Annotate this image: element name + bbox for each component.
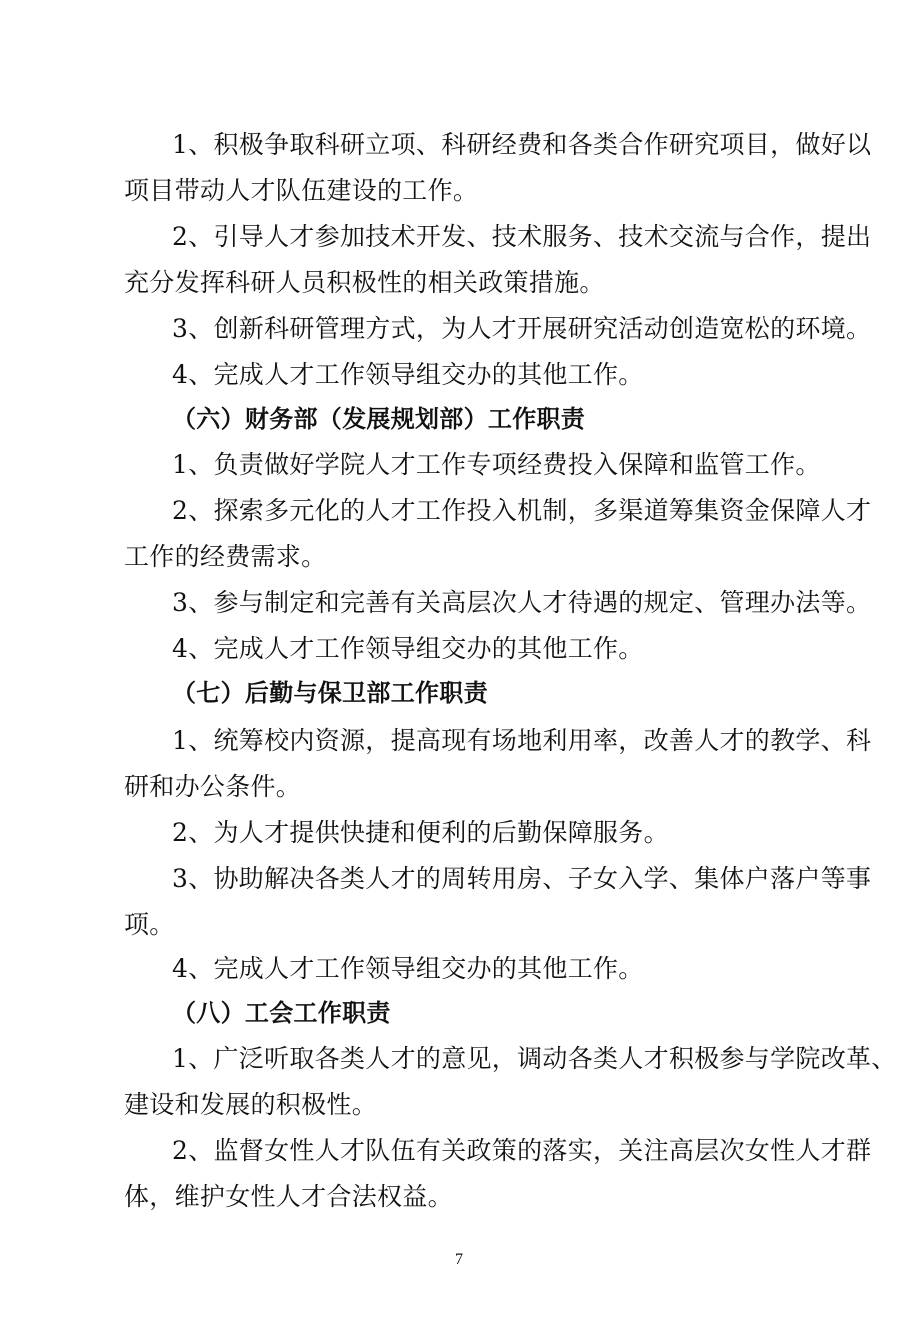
- paragraph-line: 项目带动人才队伍建设的工作。: [124, 176, 479, 205]
- section-heading-finance: （六）财务部（发展规划部）工作职责: [172, 405, 586, 433]
- page-number: 7: [455, 1251, 463, 1268]
- paragraph-line: 研和办公条件。: [124, 772, 302, 801]
- paragraph-line: 建设和发展的积极性。: [124, 1090, 378, 1119]
- paragraph-line: 1、统筹校内资源，提高现有场地利用率，改善人才的教学、科: [172, 726, 872, 755]
- paragraph-line: 3、创新科研管理方式，为人才开展研究活动创造宽松的环境。: [172, 314, 872, 343]
- paragraph-line: 3、参与制定和完善有关高层次人才待遇的规定、管理办法等。: [172, 588, 872, 617]
- section-heading-union: （八）工会工作职责: [172, 999, 391, 1027]
- paragraph-line: 4、完成人才工作领导组交办的其他工作。: [172, 360, 644, 389]
- paragraph-line: 1、积极争取科研立项、科研经费和各类合作研究项目，做好以: [172, 130, 872, 159]
- section-heading-logistics: （七）后勤与保卫部工作职责: [172, 679, 488, 707]
- paragraph-line: 1、负责做好学院人才工作专项经费投入保障和监管工作。: [172, 450, 821, 479]
- paragraph-line: 2、引导人才参加技术开发、技术服务、技术交流与合作，提出: [172, 222, 872, 251]
- paragraph-line: 4、完成人才工作领导组交办的其他工作。: [172, 954, 644, 983]
- paragraph-line: 1、广泛听取各类人才的意见，调动各类人才积极参与学院改革、: [172, 1044, 897, 1073]
- paragraph-line: 工作的经费需求。: [124, 542, 327, 571]
- paragraph-line: 2、探索多元化的人才工作投入机制，多渠道筹集资金保障人才: [172, 496, 872, 525]
- paragraph-line: 2、为人才提供快捷和便利的后勤保障服务。: [172, 818, 669, 847]
- paragraph-line: 2、监督女性人才队伍有关政策的落实，关注高层次女性人才群: [172, 1136, 872, 1165]
- paragraph-line: 充分发挥科研人员积极性的相关政策措施。: [124, 268, 605, 297]
- paragraph-line: 体，维护女性人才合法权益。: [124, 1182, 453, 1211]
- paragraph-line: 4、完成人才工作领导组交办的其他工作。: [172, 634, 644, 663]
- paragraph-line: 3、协助解决各类人才的周转用房、子女入学、集体户落户等事: [172, 864, 872, 893]
- paragraph-line: 项。: [124, 910, 175, 939]
